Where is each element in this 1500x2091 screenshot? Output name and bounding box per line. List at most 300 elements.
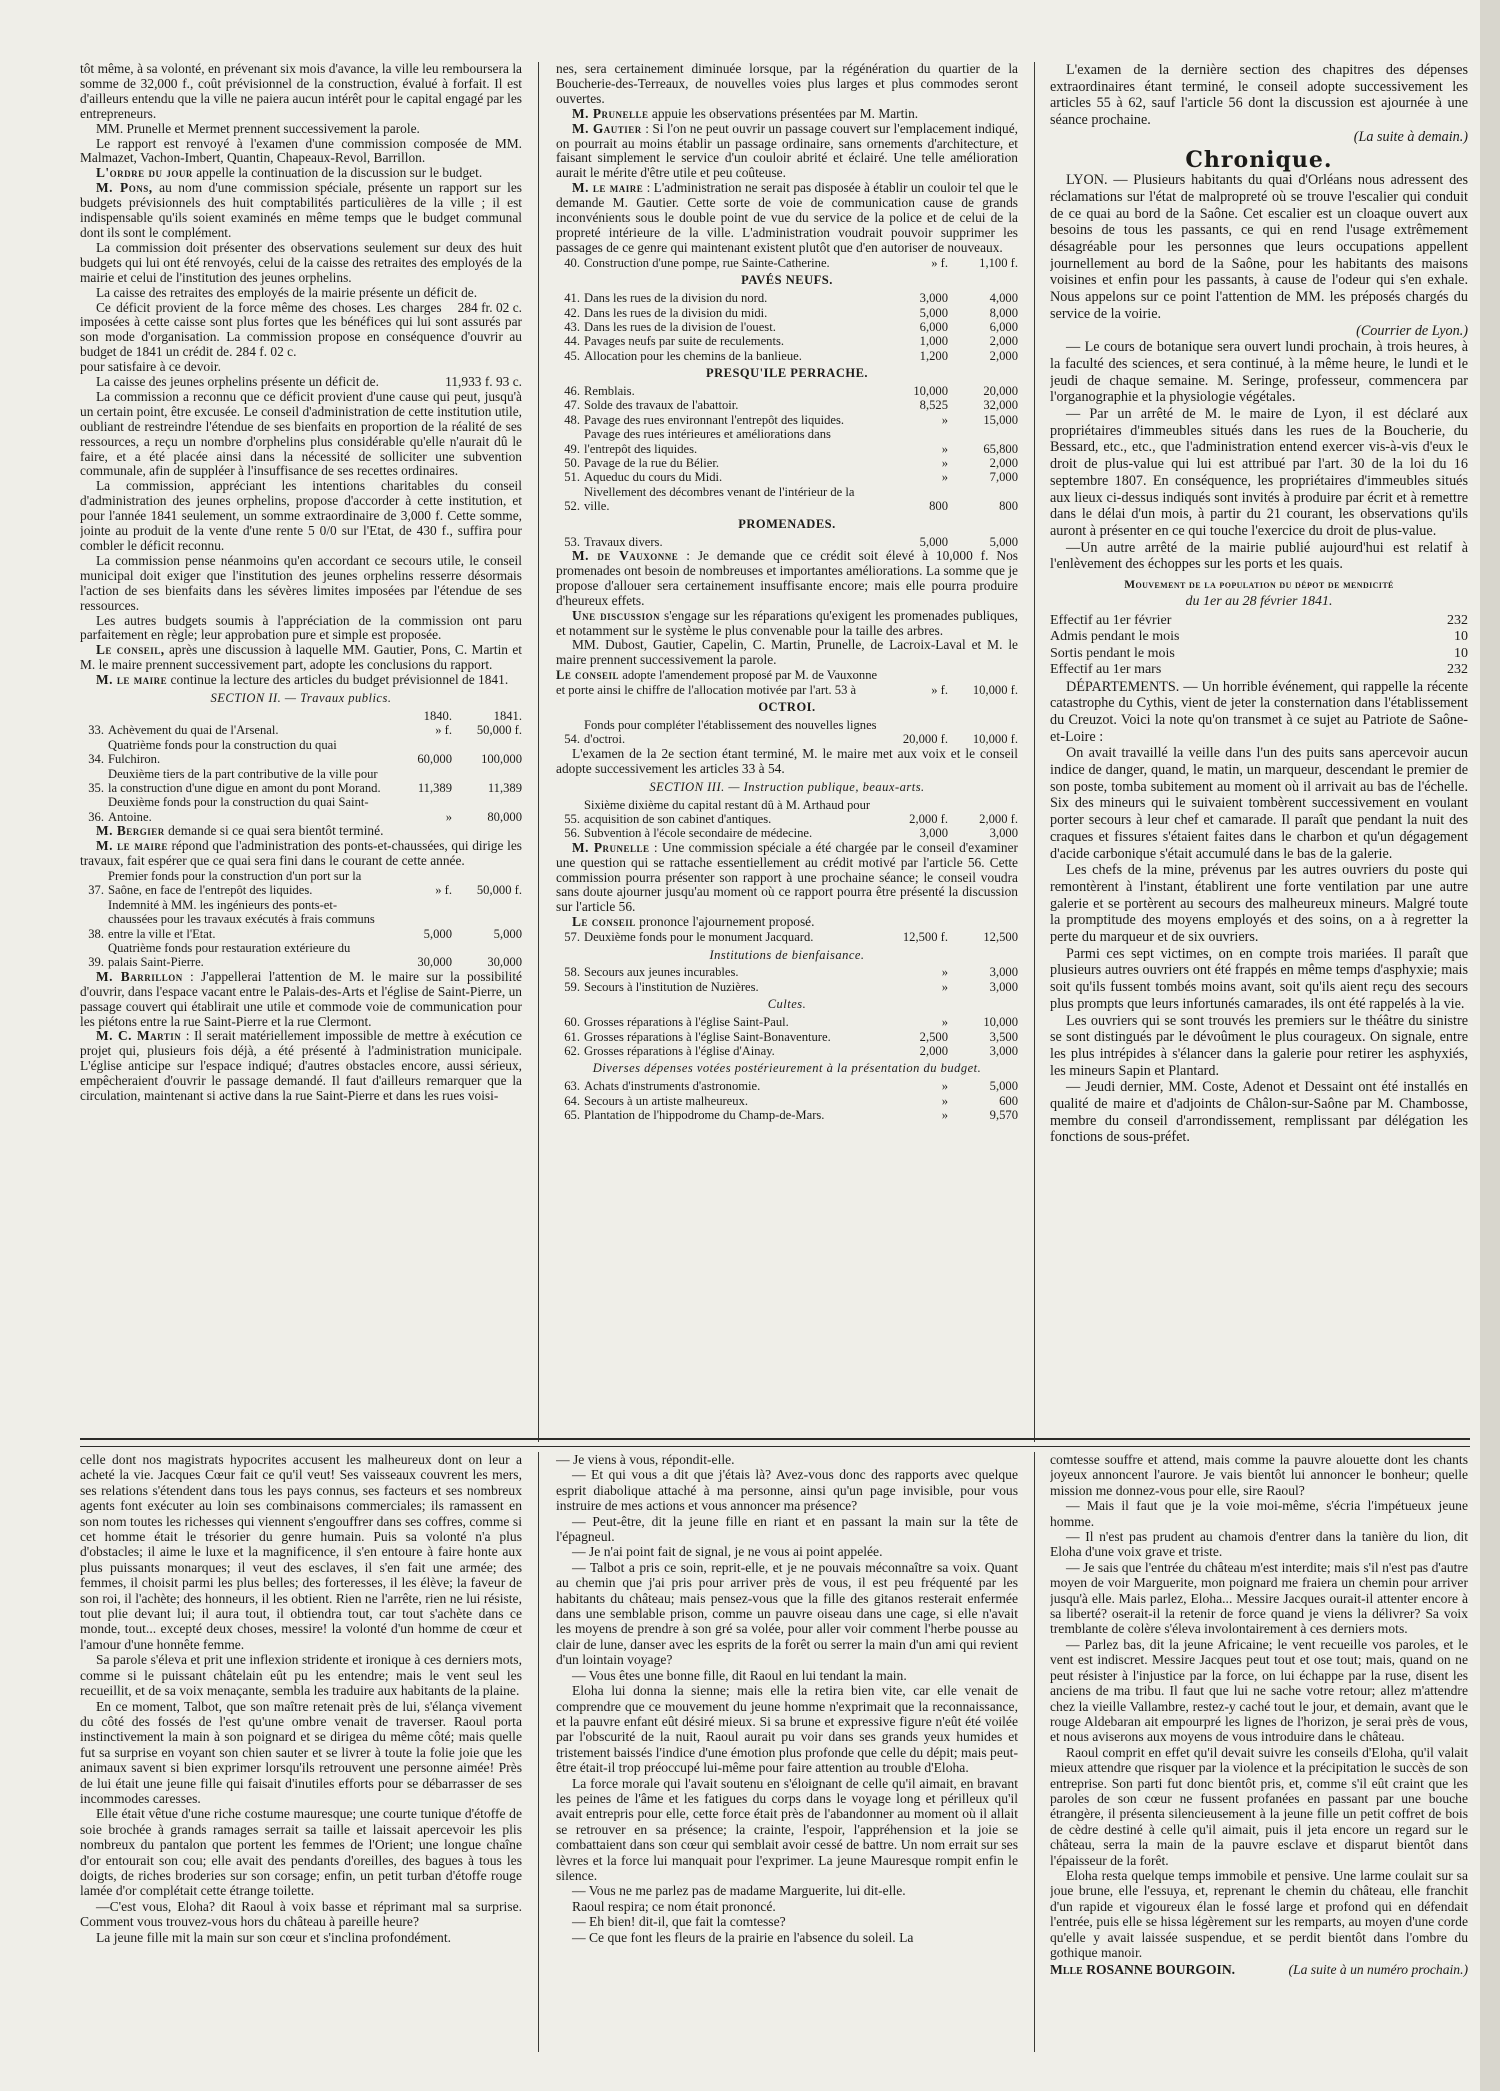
population-row	[1050, 646, 1468, 663]
row-value: 10	[1454, 645, 1468, 661]
paragraph	[80, 1029, 522, 1104]
population-table	[1050, 613, 1468, 679]
feuilleton-paragraph: En ce moment, Talbot, que son maître retenait près de lui, s'élança vivement du côté des fossés de l'est qu'une ombre venait de traverser. Raoul porta instinctivement la main à son poignard et se dirigea du même côté; mais quelle fut sa surprise en voyant son chien sauter et se livrer à toute la folie joie que les animaux savent si bien exprimer lorsqu'ils retrouvent une personne aimée! Près de lui était une jeune fille qui faisait d'inutiles efforts pour se débarrasser de ses incommodes caresses.	[80, 1698, 522, 1806]
budget-row	[556, 398, 1018, 412]
table-subtitle: du 1er au 28 février 1841.	[1185, 593, 1333, 609]
article-label: Plantation de l'hippodrome du Champ-de-Mars.	[584, 1108, 825, 1123]
article-label: Subvention à l'école secondaire de médecine.	[584, 826, 813, 841]
article-label: Allocation pour les chemins de la banlieue.	[584, 348, 802, 363]
amount-1841: 600	[999, 1093, 1018, 1108]
article-number: 47.	[564, 398, 580, 413]
amount-1840: 11,389	[417, 781, 452, 795]
feuilleton-paragraph: Eloha resta quelque temps immobile et pensive. Une larme coulait sur sa joue brune, elle l'essuya, et, reprenant le chemin du château, elle franchit d'un rapide et vigoureux élan le fossé large et profond qui en défendait l'entrée, puis elle se hissa légèrement sur les remparts, au moyen d'une corde qu'elle y avait laissée suspendue, et se perdit bientôt dans l'ombre du gothique manoir.	[1050, 1867, 1468, 1960]
year-header: 1841.	[493, 708, 522, 723]
amount-1840: 60,000	[417, 752, 452, 767]
text: continue la lecture des articles du budget prévisionnel de 1841.	[167, 672, 509, 688]
budget-row	[556, 826, 1018, 840]
feuilleton-paragraph: — Je n'ai point fait de signal, je ne vous ai point appelée.	[572, 1544, 883, 1560]
text: : Si l'on ne peut ouvrir un passage couvert sur l'emplacement indiqué, on pourrait au moins établir un passage ordinaire, sans ornements d'architecture, et faisant simplement le service d'un couloir abrité et éclairé. Une telle amélioration aurait le mérite d'être utile et peu coûteuse.	[556, 120, 1018, 181]
budget-row	[556, 427, 1018, 456]
feuilleton-paragraph: — Ce que font les fleurs de la prairie en l'absence du soleil. La	[572, 1929, 914, 1945]
page-edge-shadow	[1480, 0, 1500, 2091]
feuilleton-paragraph: La jeune fille mit la main sur son cœur et s'inclina profondément.	[96, 1929, 452, 1945]
budget-row	[556, 718, 1018, 747]
feuilleton-paragraph: — Vous ne me parlez pas de madame Marguerite, lui dit-elle.	[572, 1883, 906, 1899]
speaker: M. le maire	[572, 180, 644, 196]
article-number: 36.	[88, 809, 104, 824]
amount-1840: 2,500	[919, 1029, 948, 1044]
article-label: Deuxième tiers de la part contributive de la ville pour la construction d'une digue en amont du pont Morand.	[108, 766, 381, 795]
amount-1841: 3,000	[989, 1044, 1018, 1058]
amount-1841: 8,000	[989, 305, 1018, 320]
text: : Je demande que ce crédit soit élevé à 10,000 f. Nos promenades ont besoin de nombreuses et importantes améliorations. La somme que je propose d'allouer sera certainement insuffisante encore; mais elle pourra produire d'heureux effets.	[556, 548, 1018, 608]
article-number: 57.	[564, 930, 580, 945]
budget-row	[556, 485, 1018, 514]
budget-row	[556, 413, 1018, 427]
feuilleton-paragraph: — Mais il faut que je la voie moi-même, s'écria l'impétueux jeune homme.	[1050, 1498, 1468, 1529]
row-label: Sortis pendant le mois	[1050, 645, 1175, 661]
budget-row	[556, 535, 1018, 549]
amount-1841: 2,000	[989, 456, 1018, 471]
article-number: 38.	[88, 926, 104, 941]
budget-row	[556, 1108, 1018, 1122]
section-heading: PRESQU'ILE PERRACHE.	[705, 366, 869, 381]
article-label: Pavage des rues environnant l'entrepôt des liquides.	[584, 412, 845, 427]
paragraph	[80, 643, 522, 673]
article-label: Secours aux jeunes incurables.	[584, 965, 739, 980]
amount-1840: »	[941, 965, 948, 980]
feuilleton-paragraph: La force morale qui l'avait soutenu en s'éloignant de celle qu'il aimait, en bravant les peines de l'âme et les fatigues du corps dans le voyage long et périlleux qu'il avait entrepris pour elle, cette force était près de l'abandonner au moment où il allait se retrouver en sa présence; la crainte, l'espoir, l'appréhension et la joie se combattaient dans son cœur qui semblait avoir cessé de battre. Un nom errait sur ses lèvres et la force lui manquait pour l'exprimer. La jeune Mauresque rompit enfin le silence.	[556, 1775, 1018, 1883]
amount: 11,933 f. 93 c.	[445, 374, 522, 390]
article-label: Construction d'une pompe, rue Sainte-Catherine.	[584, 255, 830, 270]
text: La caisse des jeunes orphelins présente un déficit de.	[96, 374, 379, 390]
budget-table	[556, 965, 1018, 994]
amount-1840: »	[941, 412, 948, 427]
article-number: 34.	[88, 752, 104, 767]
paragraph	[80, 375, 522, 390]
year-header: 1840.	[423, 708, 452, 723]
feuilleton-paragraph: — Eh bien! dit-il, que fait la comtesse?	[572, 1914, 786, 1930]
budget-table	[556, 256, 1018, 270]
amount-1840: 5,000	[919, 305, 948, 320]
speaker: M. le maire	[96, 672, 168, 688]
amount-1841: 9,570	[989, 1108, 1018, 1123]
feuilleton-paragraph: Eloha lui donna la sienne; mais elle la retira bien vite, car elle venait de comprendre que ce mouvement du jeune homme n'exprimait que la reconnaissance, et la pauvre enfant eût désiré mieux. Si sa brune et expressive figure n'eût été voilée par l'obscurité de la nuit, Raoul aurait pu voir dans ses grands yeux humides et tristement baissés l'indice d'une émotion plus profonde que celle du dépit; mais peut-être était-il trop préoccupé lui-même pour faire attention au trouble d'Eloha.	[556, 1683, 1018, 1776]
amount-1840: »	[941, 1093, 948, 1108]
feuilleton-separator	[80, 1438, 1470, 1447]
amount-1841: 3,000	[989, 965, 1018, 980]
amount-1840: »	[941, 1015, 948, 1030]
article-label: Premier fonds pour la construction d'un port sur la Saône, en face de l'entrepôt des liquides.	[108, 868, 362, 898]
table-title: Mouvement de la population du dépot de mendicité	[1124, 579, 1394, 592]
row-label: Effectif au 1er mars	[1050, 662, 1162, 677]
author-signature: Mlle ROSANNE BOURGOIN.	[1050, 1962, 1236, 1978]
paragraph: Les ouvriers qui se sont trouvés les premiers sur le théâtre du sinistre se sont distingués par le dévoûment le plus courageux. On signale, entre les plus intrépides à s'élancer dans la galerie pour retirer les asphyxiés, les mineurs Sapin et Plantard.	[1050, 1012, 1468, 1079]
feuilleton-paragraph: Elle était vêtue d'une riche costume mauresque; une courte tunique d'étoffe de soie brochée à grands ramages serrait sa taille et laissait apercevoir les plis nombreux du pantalon que portent les femmes de l'Orient; une longue chaîne d'or entourait son cou; elle avait des pendants d'oreilles, des bagues à tous les doigts, de riches broderies sur son corsage; enfin, un petit turban d'étoffe rouge lamée d'or complétait cette étrange toilette.	[80, 1806, 522, 1899]
signature-line	[1050, 1962, 1468, 1977]
amount-1841: 5,000	[989, 1079, 1018, 1094]
paragraph: Les autres budgets soumis à l'appréciation de la commission ont paru parfaitement en règle; leur approbation pure et simple est proposée.	[80, 612, 522, 643]
feuilleton-paragraph: Sa parole s'éleva et prit une inflexion stridente et ironique à ces derniers mots, comme si le puissant châtelain eût pu les entendre; mais le vent seul les recueillit, et de sa voix menaçante, sembla les traduire aux habitants de la plaine.	[80, 1652, 522, 1699]
paragraph	[556, 181, 1018, 256]
feuilleton-paragraph: — Talbot a pris ce soin, reprit-elle, et je ne pouvais méconnaître sa voix. Quant au chemin que j'ai pris pour arriver près de vous, il est peu fréquenté par les habitants du château; mais pensez-vous que la fille des gitanos resterait enfermée dans une semblable prison, comme un pauvre oiseau dans une cage, si elle n'avait les moyens de prendre à son gré sa volée, pour aller voir comment l'herbe pousse au clair de lune, danser avec les esprits de la forêt ou serrer la main d'un ami qui revient d'un lointain voyage?	[556, 1559, 1018, 1668]
amount-1841: 3,500	[989, 1029, 1018, 1044]
amount-1840: 8,525	[919, 398, 948, 413]
paragraph: DÉPARTEMENTS. — Un horrible événement, qui rappelle la récente catastrophe du Cythis, vient de jeter la consternation dans l'établissement du Creuzot. Voici la note qu'on transmet à ce sujet au Patriote de Saône-et-Loire :	[1050, 678, 1468, 745]
amount-1841: 20,000	[983, 384, 1018, 399]
budget-table	[556, 1015, 1018, 1058]
article-number: 65.	[564, 1108, 580, 1123]
section-title: Chronique.	[1185, 146, 1333, 173]
amount-1840: »	[941, 1079, 948, 1094]
feuilleton-text	[1050, 1452, 1468, 1960]
paragraph	[80, 166, 522, 181]
article-number: 48.	[564, 412, 580, 427]
amount-1841: 50,000 f.	[476, 723, 522, 738]
amount-1840: 30,000	[417, 955, 452, 970]
amount-1840: 3,000	[919, 291, 948, 306]
article-label: Pavage de la rue du Bélier.	[584, 456, 719, 471]
budget-row	[80, 767, 522, 796]
row-label: Admis pendant le mois	[1050, 629, 1180, 644]
article-number: 42.	[564, 305, 580, 320]
continuation-note: (La suite à demain.)	[1353, 128, 1468, 145]
section-heading: Cultes.	[767, 997, 807, 1012]
text: prononce l'ajournement proposé.	[635, 914, 815, 930]
budget-row	[556, 456, 1018, 470]
amount-1841: 65,800	[983, 441, 1018, 456]
budget-row	[556, 470, 1018, 484]
column-divider	[538, 1452, 539, 2052]
feuilleton-paragraph: —C'est vous, Eloha? dit Raoul à voix basse et réprimant mal sa surprise. Comment vous trouvez-vous hors du château à pareille heure?	[80, 1898, 522, 1930]
amount-1841: 2,000	[989, 334, 1018, 349]
budget-table	[80, 869, 522, 970]
paragraph: L'examen de la 2e section étant terminé, M. le maire met aux voix et le conseil adopte successivement les articles 33 à 54.	[556, 745, 1018, 776]
paragraph: La commission doit présenter des observations seulement sur deux des huit budgets qui lui ont été renvoyés, celui de la caisse des retraites des employés de la mairie et celui de l'institution des jeunes orphelins.	[80, 239, 522, 285]
budget-row	[556, 291, 1018, 305]
section-heading: PAVÉS NEUFS.	[741, 273, 833, 288]
article-number: 50.	[564, 456, 580, 471]
budget-table	[556, 384, 1018, 514]
budget-table	[80, 709, 522, 824]
article-label: Deuxième fonds pour la construction du quai Saint-Antoine.	[108, 795, 369, 824]
paragraph	[80, 181, 522, 241]
population-row	[1050, 662, 1468, 679]
paragraph: — Par un arrêté de M. le maire de Lyon, il est déclaré aux propriétaires d'immeubles situés dans les rues de la Boucherie, du Bessard, etc., etc., que l'administration entend exercer vis-à-vis d'eux le droit de plus-value qui lui est attribué par l'art. 30 de la loi du 16 septembre 1807. En conséquence, les propriétaires d'immeubles situés aux lieux ci-dessus indiqués sont invités à produire par écrit et à remettre dans le délai d'un mois, à partir du 21 courant, les observations qu'ils auront à présenter en ce qui touche l'exercice du droit de plus-value.	[1050, 406, 1468, 539]
budget-table	[556, 1079, 1018, 1122]
amount-1840: 800	[929, 499, 948, 514]
text: au nom d'une commission spéciale, présente un rapport sur les budgets prévisionnels des huit comptabilités particulières de la ville ; il est indispensable qu'ils soient examinés en même temps que le budget communal dont ils sont le complément.	[80, 180, 522, 240]
text: Ce déficit provient de la force même des choses. Les charges imposées à cette caisse sont plus fortes que les bénéfices qui lui sont assurés par son mode d'organisation. La commission propose en conséquence d'ouvrir au budget de 1841 un crédit de.	[80, 299, 522, 360]
speaker: M. Barrillon	[96, 968, 183, 984]
article-number: 41.	[564, 291, 580, 306]
budget-row	[556, 384, 1018, 398]
paragraph	[556, 841, 1018, 916]
amount-1840: 20,000 f.	[902, 732, 948, 747]
article-label: Sixième dixième du capital restant dû à M. Arthaud pour acquisition de son cabinet d'antiques.	[584, 797, 871, 826]
feuilleton-paragraph: — Vous êtes une bonne fille, dit Raoul en lui tendant la main.	[572, 1667, 907, 1683]
budget-row	[80, 869, 522, 898]
article-number: 61.	[564, 1029, 580, 1044]
article-label: Quatrième fonds pour la construction du quai Fulchiron.	[108, 737, 337, 767]
speaker: M. Pons,	[96, 180, 153, 196]
budget-row	[80, 898, 522, 941]
row-value: 10	[1454, 629, 1468, 644]
amount-1841: 800	[999, 499, 1018, 514]
speaker: M. Prunelle	[572, 105, 649, 121]
amount-1841: 80,000	[487, 809, 522, 824]
amount-1840: » f.	[931, 255, 948, 270]
article-label: Achèvement du quai de l'Arsenal.	[108, 723, 279, 738]
feuilleton-paragraph: — Je sais que l'entrée du château m'est interdite; mais s'il n'est pas d'autre moyen de voir Marguerite, mon poignard me fraiera un chemin pour arriver jusqu'à elle. Mais parlez, Eloha... Messire Jacques ourait-il attenter encore à sa liberté? oserait-il la retenir de force quand je viens la délivrer? Sa voix tremblante de colère s'éleva involontairement à ces derniers mots.	[1050, 1559, 1468, 1637]
budget-row	[556, 930, 1018, 944]
paragraph	[556, 609, 1018, 639]
amount: 284 fr. 02 c.	[457, 299, 522, 315]
budget-row	[556, 1030, 1018, 1044]
speaker: Le conseil	[556, 668, 620, 683]
text: : J'appellerai l'attention de M. le maire sur la possibilité d'ouvrir, dans l'espace vacant entre le Palais-des-Arts et l'église de Saint-Pierre, un passage couvert qui établirait une utile et commode voie de communication pour les piétons entre la rue Saint-Pierre et la rue Clermont.	[80, 968, 522, 1029]
feuilleton-column-3	[1050, 1452, 1468, 2052]
speaker: M. Bergier	[96, 823, 165, 839]
article-label: Dans les rues de la division du nord.	[584, 291, 768, 306]
column-divider	[1034, 1452, 1035, 2052]
column-2	[556, 62, 1018, 1436]
population-row	[1050, 629, 1468, 646]
amount-1840: » f.	[435, 723, 452, 738]
article-number: 37.	[88, 883, 104, 898]
budget-row	[80, 795, 522, 824]
amount-1841: 100,000	[481, 752, 522, 767]
article-number: 39.	[88, 955, 104, 970]
paragraph: LYON. — Plusieurs habitants du quai d'Orléans nous adressent des réclamations sur l'état de malpropreté où se trouve l'escalier qui conduit de ce quai au bord de la Saône. Cet escalier est un cloaque ouvert aux besoins de tous les passants, ce qui en rend l'usage extrêmement désagréable pour les personnes que leurs occupations appellent journellement au bord de la Saône, pour les habitants des maisons voisines et enfin pour les passants, à cause de l'odeur qui s'en exhale. Nous appelons sur ce point l'attention de MM. les préposés chargés du service de la voirie.	[1050, 172, 1468, 322]
section-heading: PROMENADES.	[738, 516, 836, 531]
article-label: Pavage des rues intérieures et améliorations dans l'entrepôt des liquides.	[584, 427, 831, 456]
feuilleton-column-2	[556, 1452, 1018, 2052]
budget-table	[556, 930, 1018, 944]
budget-row	[556, 980, 1018, 994]
budget-row	[80, 723, 522, 737]
article-number: 35.	[88, 781, 104, 795]
amount-1841: 12,500	[983, 930, 1018, 945]
article-number: 60.	[564, 1015, 580, 1030]
article-number: 55.	[564, 811, 580, 826]
amount-1841: 10,000	[983, 1015, 1018, 1030]
article-label: Deuxième fonds pour le monument Jacquard.	[584, 930, 814, 945]
speaker: Une discussion	[572, 607, 661, 623]
article-number: 64.	[564, 1093, 580, 1108]
amount-1841: 30,000	[487, 955, 522, 970]
feuilleton-paragraph: — Et qui vous a dit que j'étais là? Avez-vous donc des rapports avec quelque esprit diabolique attaché à ma personne, ainsi qu'un page invisible, pour vous instruire de mes actions et vous annoncer ma présence?	[556, 1467, 1018, 1514]
article-label: Solde des travaux de l'abattoir.	[584, 398, 739, 413]
text: répond que l'administration des ponts-et-chaussées, qui dirige les travaux, fait espérer que ce quai sera fini dans le courant de cette année.	[80, 838, 522, 869]
article-label: Pavages neufs par suite de reculements.	[584, 334, 785, 349]
column-divider	[1034, 62, 1035, 1442]
paragraph: Les chefs de la mine, prévenus par les autres ouvriers du poste qui remontèrent à l'instant, établirent une forte ventilation par une autre galerie et se portèrent au secours des malheureux mineurs. Malgré toute la promptitude des moyens employés et des soins, on a à regretter la perte du marqueur et de six ouvriers.	[1050, 862, 1468, 946]
article-number: 63.	[564, 1079, 580, 1094]
text: demande si ce quai sera bientôt terminé.	[164, 823, 384, 839]
text: adopte l'amendement proposé par M. de Vauxonne et porte ainsi le chiffre de l'allocation motivée par l'art. 53 à	[556, 668, 878, 697]
amount-1841: 3,000	[989, 826, 1018, 841]
speaker: M. Gautier	[572, 120, 642, 136]
article-number: 62.	[564, 1044, 580, 1058]
text: La caisse des retraites des employés de la mairie présente un déficit de.	[96, 284, 478, 300]
feuilleton-column-1	[80, 1452, 522, 2052]
article-label: Remblais.	[584, 384, 635, 399]
column-divider	[538, 62, 539, 1442]
budget-table	[556, 718, 1018, 747]
speaker: Le conseil,	[96, 642, 165, 658]
paragraph: tôt même, à sa volonté, en prévenant six mois d'avance, la ville leu remboursera la somme de 32,000 f., coût prévisionnel de la construction, évalué à forfait. Il est d'ailleurs entendu que la ville ne paiera aucun intérêt pour le capital engagé par les entrepreneurs.	[80, 62, 522, 121]
amount: » f.	[931, 682, 948, 697]
article-number: 40.	[564, 255, 580, 270]
paragraph	[80, 673, 522, 688]
budget-table	[556, 535, 1018, 549]
text: : Il serait matériellement impossible de mettre à exécution ce projet qui, plusieurs fois déjà, a été présenté à l'administration municipale. L'église anticipe sur l'espace indiqué; d'autres obstacles encore, aussi sérieux, empêcheraient d'ouvrir le passage demandé. Il faut d'ailleurs remarquer que la circulation, maintenant si active dans la rue Saint-Pierre et dans les rues voisi-	[80, 1028, 522, 1104]
article-label: Indemnité à MM. les ingénieurs des ponts-et-chaussées pour les travaux exécutés à frais communs entre la ville et l'Etat.	[108, 897, 375, 941]
text: : Une commission spéciale a été chargée par le conseil d'examiner une question qui se rattache essentiellement au crédit motivé par l'article 56. Cette commission pourra présenter son rapport à une prochaine séance; le conseil voudra sans doute ajourner jusqu'au moment où ce rapport pourra être présenté la discussion sur l'article 56.	[556, 839, 1018, 915]
paragraph	[556, 668, 878, 697]
amount-1841: 1,100 f.	[979, 255, 1018, 270]
amount-1840: »	[445, 809, 452, 824]
budget-row	[556, 256, 1018, 270]
paragraph: Le rapport est renvoyé à l'examen d'une commission composée de MM. Malmazet, Vachon-Imbert, Quantin, Chapeaux-Revol, Barrillon.	[80, 135, 522, 166]
speaker: M. le maire	[96, 838, 168, 854]
text: s'engage sur les réparations qu'exigent les promenades publiques, et notamment sur le système le plus convenable pour la taille des arbres.	[556, 607, 1018, 638]
article-label: Grosses réparations à l'église d'Ainay.	[584, 1044, 775, 1058]
paragraph: nes, sera certainement diminuée lorsque, par la régénération du quartier de la Boucherie-des-Terreaux, de nouvelles voies plus larges et plus commodes seront ouvertes.	[556, 62, 1018, 106]
section-heading: SECTION III. — Instruction publique, beaux-arts.	[649, 779, 925, 794]
paragraph	[556, 549, 1018, 609]
article-label: Aqueduc du cours du Midi.	[584, 470, 723, 485]
budget-table	[556, 798, 1018, 841]
row-value: 232	[1447, 612, 1468, 628]
paragraph	[556, 122, 1018, 182]
feuilleton-paragraph: comtesse souffre et attend, mais comme la pauvre alouette dont les chants joyeux annoncent l'aurore. Je vais bientôt lui annoncer le bonheur; quelle mission me donnez-vous pour elle, sire Raoul?	[1050, 1452, 1468, 1498]
article-label: Achats d'instruments d'astronomie.	[584, 1079, 761, 1094]
amount-1840: »	[941, 456, 948, 471]
article-number: 53.	[564, 534, 580, 549]
paragraph: — Jeudi dernier, MM. Coste, Adenot et Dessaint ont été installés en qualité de maire et d'adjoints de Châlon-sur-Saône par M. Chambosse, membre du conseil d'arrondissement, remplissant par délégation les fonctions de sous-préfet.	[1050, 1079, 1468, 1146]
article-number: 45.	[564, 348, 580, 363]
speaker: M. C. Martin	[96, 1028, 182, 1044]
budget-row	[80, 941, 522, 970]
amount-1840: 2,000 f.	[909, 811, 948, 826]
article-label: Quatrième fonds pour restauration extérieure du palais Saint-Pierre.	[108, 940, 351, 970]
feuilleton-paragraph: — Il n'est pas prudent au chamois d'entrer dans la tanière du lion, dit Eloha d'une voix grave et triste.	[1050, 1529, 1468, 1560]
section-heading: SECTION II. — Travaux publics.	[210, 691, 392, 706]
budget-row	[556, 965, 1018, 979]
feuilleton-paragraph: — Parlez bas, dit la jeune Africaine; le vent recueille vos paroles, et le vent est indiscret. Messire Jacques peut tout et ose tout; mais, quand on ne peut résister à l'injustice par la force, on lui échappe par la ruse, disent les anciens de ma tribu. Il faut que lui ne sache votre retour; allez m'attendre chez la vieille Vallambre, restez-y caché tout le jour, et demain, avant que le rouge Aldebaran ait empourpré les lignes de l'horizon, je serai près de vous, et nous aviserons aux moyens de vous introduire dans le château.	[1050, 1636, 1468, 1745]
budget-row	[80, 738, 522, 767]
article-label: Grosses réparations à l'église Saint-Paul.	[584, 1015, 789, 1030]
paragraph	[80, 970, 522, 1030]
amount-1840: 2,000	[919, 1044, 948, 1058]
paragraph	[556, 915, 1018, 930]
amount-1840: 12,500 f.	[902, 930, 948, 945]
amount-1841: 15,000	[983, 412, 1018, 427]
article-label: Fonds pour compléter l'établissement des nouvelles lignes d'octroi.	[584, 717, 877, 747]
amount-1841: 5,000	[493, 926, 522, 941]
paragraph: La commission, appréciant les intentions charitables du conseil d'administration des jeunes orphelins, propose d'accorder à cette institution, et pour l'année 1841 seulement, un somme extraordinaire de 3,000 f. Cette somme, jointe au produit de la vente d'une rente 5 0/0 sur l'Etat, de 430 f., suffira pour combler le déficit reconnu.	[80, 478, 522, 553]
amount-1841: 7,000	[989, 470, 1018, 485]
population-row	[1050, 613, 1468, 630]
budget-row	[556, 334, 1018, 348]
budget-row	[556, 1094, 1018, 1108]
continuation-note: (La suite à un numéro prochain.)	[1288, 1962, 1468, 1978]
amount-1840: 5,000	[423, 926, 452, 941]
article-number: 44.	[564, 334, 580, 349]
amount-1840: »	[941, 470, 948, 485]
article-label: Travaux divers.	[584, 534, 663, 549]
article-label: Secours à l'institution de Nuzières.	[584, 979, 759, 994]
budget-row	[556, 1079, 1018, 1093]
amount-1841: 11,389	[487, 781, 522, 795]
article-label: Grosses réparations à l'église Saint-Bonaventure.	[584, 1029, 831, 1044]
paragraph: La commission a reconnu que ce déficit provient d'une cause qui peut, jusqu'à un certain point, être excusée. Le conseil d'administration de cette institution utile, oubliant de restreindre l'étendue de ses bienfaits en proportion de la réalité de ses ressources, a reçu un nombre d'orphelins plus considérable qu'elle n'aurait dû le faire, et a été placée ainsi dans la nécessité de solliciter une subvention communale, afin de suppléer à l'insuffisance de ses recettes ordinaires.	[80, 388, 522, 479]
article-number: 46.	[564, 384, 580, 399]
amount-1840: 3,000	[919, 826, 948, 841]
amount-1840: 6,000	[919, 319, 948, 334]
amount-1840: »	[941, 979, 948, 994]
paragraph: On avait travaillé la veille dans l'un des puits sans apercevoir aucun indice de danger, quand, le matin, un marqueur, descendant le premier de son poste, tomba subitement au moment où il arrivait au bas de l'échelle. Six des mineurs qui le suivaient tombèrent successivement en voulant porter secours à leur chef et camarade. Il paraît que pendant la nuit des craques et fissures s'étaient faites dans le charbon et qu'un dégagement d'acide carbonique s'était accumulé dans le bas de la galerie.	[1050, 745, 1468, 862]
amount: 10,000 f.	[972, 682, 1018, 697]
amount-1840: 1,000	[919, 334, 948, 349]
amount-1841: 10,000 f.	[972, 732, 1018, 747]
article-number: 56.	[564, 826, 580, 841]
article-number: 52.	[564, 499, 580, 514]
article-label: Dans les rues de la division de l'ouest.	[584, 319, 776, 334]
amount-1841: 50,000 f.	[476, 883, 522, 898]
budget-row	[556, 1015, 1018, 1029]
text: appuie les observations présentées par M. Martin.	[648, 105, 919, 121]
budget-row	[556, 320, 1018, 334]
article-number: 59.	[564, 979, 580, 994]
amount-1841: 2,000 f.	[979, 811, 1018, 826]
budget-row	[556, 349, 1018, 363]
row-label: Effectif au 1er février	[1050, 612, 1172, 628]
article-number: 51.	[564, 470, 580, 485]
article-number: 49.	[564, 441, 580, 456]
amount-1840: 1,200	[919, 348, 948, 363]
paragraph: La commission pense néanmoins qu'en accordant ce secours utile, le conseil municipal doit exiger que l'institution des jeunes orphelins resserre désormais l'action de ses bienfaits dans les sévères limites imposées par l'étendue de ses ressources.	[80, 552, 522, 613]
paragraph: — Le cours de botanique sera ouvert lundi prochain, à trois heures, à la faculté des sciences, et sera continué, à la même heure, le lundi et le jeudi de chaque semaine. M. Seringe, professeur, commencera par l'organographie et la physiologie végétales.	[1050, 339, 1468, 406]
paragraph: pour satisfaire à ce devoir.	[80, 359, 221, 375]
amount-1840: » f.	[435, 883, 452, 898]
feuilleton-paragraph: celle dont nos magistrats hypocrites accusent les malheureux dont on leur a acheté la vie. Jacques Cœur fait ce qu'il veut! Ses vaisseaux couvrent les mers, ses relations s'étendent dans tous les pays connus, ses facteurs et ses nombreux agents font exécuter au loin ses combinaisons commerciales; ils ramassent en son nom toutes les richesses qui viennent s'engouffrer dans ses coffres, comme si cet homme était le trésorier du genre humain. Puis sa volonté n'a plus d'obstacles; il aime le luxe et la magnificence, il s'en entoure à faire honte aux plus puissants monarques; il veut des esclaves, il s'en fait une armée; des femmes, il choisit parmi les plus belles; des forteresses, il les élève; la faveur de son roi, il l'achète; des honneurs, il les obtient. Rien ne l'arrête, rien ne lui résiste, tout plie devant lui; il aura tout, il obtiendra tout, car tout s'achète dans ce monde, tout... excepté deux choses, messire! la volonté d'un homme de cœur et l'amour d'une honnête femme.	[80, 1452, 522, 1652]
amount-1841: 6,000	[989, 319, 1018, 334]
paragraph: —Un autre arrêté de la mairie publié aujourd'hui est relatif à l'enlèvement des échoppes sur les ports et les quais.	[1050, 539, 1468, 573]
amount-1840: 5,000	[919, 534, 948, 549]
paragraph	[80, 839, 522, 869]
budget-row	[556, 1044, 1018, 1058]
paragraph: L'examen de la dernière section des chapitres des dépenses extraordinaires étant terminé, le conseil adopte successivement les articles 55 à 62, sauf l'article 56 dont la discussion est ajournée à une séance prochaine.	[1050, 62, 1468, 129]
source-note: (Courrier de Lyon.)	[1356, 322, 1468, 339]
budget-table	[556, 668, 1018, 697]
text: après une discussion à laquelle MM. Gautier, Pons, C. Martin et M. le maire prennent successivement part, adopte les conclusions du rapport.	[80, 642, 522, 673]
amount-1841: 2,000	[989, 348, 1018, 363]
row-value: 232	[1447, 662, 1468, 677]
column-3	[1050, 62, 1468, 1436]
amount: 284 f. 02 c.	[235, 344, 297, 360]
amount-1840: »	[941, 1108, 948, 1123]
speaker: Le conseil	[572, 914, 636, 930]
section-heading: Diverses dépenses votées postérieurement à la présentation du budget.	[592, 1061, 982, 1076]
column-1	[80, 62, 522, 1436]
amount-1840: 10,000	[913, 384, 948, 399]
article-label: Dans les rues de la division du midi.	[584, 305, 768, 320]
speaker: L'ordre du jour	[96, 165, 193, 181]
paragraph: MM. Dubost, Gautier, Capelin, C. Martin, Prunelle, de Lacroix-Laval et M. le maire prennent successivement la parole.	[556, 637, 1018, 668]
